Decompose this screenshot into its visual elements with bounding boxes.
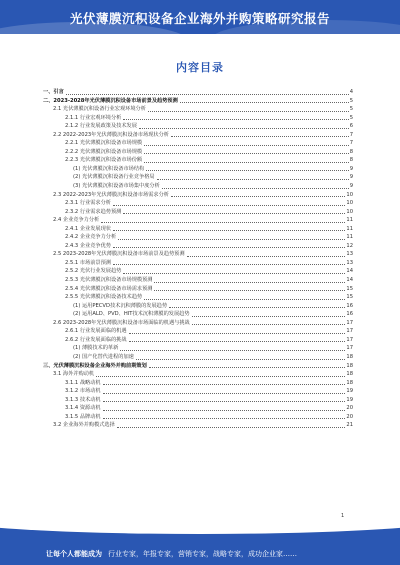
toc-entry[interactable] — [43, 105, 353, 114]
toc-entry[interactable] — [43, 396, 353, 405]
toc-entry[interactable] — [43, 225, 353, 234]
toc-dot-leader — [103, 401, 346, 402]
toc-dot-leader — [180, 102, 349, 103]
toc-entry-title: (2) 国产化替代进程的加速 — [73, 353, 134, 360]
toc-entry-page: 14 — [346, 277, 353, 284]
toc-entry[interactable] — [43, 319, 353, 328]
toc-entry-title: (1) 薄膜技术的革新 — [73, 345, 119, 352]
toc-entry-page: 11 — [346, 217, 353, 224]
toc-entry[interactable] — [43, 310, 353, 319]
toc-dot-leader — [103, 418, 346, 419]
toc-dot-leader — [154, 282, 345, 283]
toc-dot-leader — [149, 367, 346, 368]
toc-entry-page: 9 — [349, 165, 353, 172]
toc-entry-page: 18 — [346, 353, 353, 360]
toc-dot-leader — [123, 119, 348, 120]
toc-entry-page: 14 — [346, 268, 353, 275]
toc-entry[interactable] — [43, 267, 353, 276]
toc-dot-leader — [139, 128, 349, 129]
toc-entry[interactable] — [43, 191, 353, 200]
toc-entry-page: 13 — [346, 251, 353, 258]
toc-entry-title: 2.2.3 光伏薄膜沉积设备市场份额 — [65, 157, 143, 164]
toc-dot-leader — [187, 256, 346, 257]
toc-dot-leader — [171, 136, 349, 137]
toc-entry-title: 2.4.2 企业竞争力分析 — [65, 234, 117, 241]
toc-entry-title: 2.1 光伏薄膜沉积设备行业宏观环境分析 — [53, 106, 146, 113]
toc-entry-title: 3.1.1 战略动机 — [65, 379, 101, 386]
toc-dot-leader — [192, 324, 346, 325]
toc-entry-page: 19 — [346, 396, 353, 403]
toc-entry-page: 18 — [346, 379, 353, 386]
toc-entry[interactable] — [43, 344, 353, 353]
toc-entry-title: 2.5.2 光伏行业发展趋势 — [65, 268, 122, 275]
toc-entry-page: 5 — [349, 97, 353, 104]
toc-dot-leader — [144, 153, 349, 154]
toc-entry-page: 9 — [349, 183, 353, 190]
toc-entry[interactable] — [43, 276, 353, 285]
toc-entry[interactable] — [43, 379, 353, 388]
toc-entry-title: 三、光伏薄膜沉积设备企业海外并购前期策划 — [43, 362, 147, 369]
toc-entry-page: 4 — [349, 89, 353, 95]
toc-entry[interactable] — [43, 336, 353, 345]
toc-entry[interactable] — [43, 353, 353, 362]
toc-entry-page: 11 — [346, 234, 353, 241]
toc-entry[interactable] — [43, 259, 353, 268]
toc-entry-title: 2.4.3 企业竞争优势 — [65, 242, 111, 249]
toc-entry[interactable] — [43, 293, 353, 302]
toc-dot-leader — [113, 230, 345, 231]
toc-entry-page: 20 — [346, 413, 353, 420]
toc-dot-leader — [101, 222, 345, 223]
toc-dot-leader — [113, 247, 345, 248]
toc-entry-page: 13 — [346, 259, 353, 266]
toc-entry-title: 一、引言 — [43, 89, 64, 95]
toc-dot-leader — [117, 427, 346, 428]
toc-entry[interactable] — [43, 233, 353, 242]
toc-dot-leader — [192, 316, 346, 317]
toc-entry-page: 15 — [346, 294, 353, 301]
toc-entry[interactable] — [43, 173, 353, 182]
toc-entry[interactable] — [43, 242, 353, 251]
toc-dot-leader — [144, 162, 349, 163]
toc-entry[interactable] — [43, 131, 353, 140]
toc-entry-title: (1) 光伏薄膜沉积设备市场结构 — [73, 165, 145, 172]
footer-slogan — [46, 549, 297, 559]
page-number: 1 — [341, 513, 345, 519]
toc-heading: 内容目录 — [176, 61, 224, 74]
toc-entry[interactable] — [43, 250, 353, 259]
toc-dot-leader — [96, 376, 345, 377]
toc-dot-leader — [118, 239, 345, 240]
toc-entry-title: 2.5.1 市场前景预测 — [65, 259, 111, 266]
toc-dot-leader — [120, 350, 345, 351]
toc-entry-page: 17 — [346, 345, 353, 352]
toc-dot-leader — [154, 290, 345, 291]
toc-entry-title: 2.4.1 企业发展现状 — [65, 225, 111, 232]
toc-entry-title: 2.5.5 光伏薄膜沉积设备技术趋势 — [65, 294, 143, 301]
toc-entry-page: 5 — [349, 106, 353, 113]
toc-entry-page: 16 — [346, 302, 353, 309]
toc-entry[interactable] — [43, 413, 353, 422]
toc-dot-leader — [103, 410, 346, 411]
toc-dot-leader — [129, 341, 346, 342]
toc-entry-title: (3) 光伏薄膜沉积设备市场集中度分析 — [73, 183, 160, 190]
toc-entry-page: 10 — [346, 208, 353, 215]
toc-entry-title: 3.1.4 资源动机 — [65, 405, 101, 412]
toc-dot-leader — [113, 264, 345, 265]
toc-entry-page: 17 — [346, 328, 353, 335]
toc-entry-title: 2.5 2023-2028年光伏薄膜沉积设备市场前景及趋势预测 — [53, 251, 185, 258]
toc-entry-title: 2.3 2022-2023年光伏薄膜沉积设备市场需求分析 — [53, 191, 169, 198]
toc-entry-page: 12 — [346, 242, 353, 249]
toc-entry-title: 3.1.5 品牌动机 — [65, 413, 101, 420]
toc-entry[interactable] — [43, 370, 353, 379]
toc-entry-page: 6 — [349, 123, 353, 130]
toc-entry[interactable] — [43, 139, 353, 148]
toc-entry-title: 二、2023-2028年光伏薄膜沉积设备市场前景及趋势预测 — [43, 97, 178, 104]
toc-entry-title: 2.3.1 行业需求分析 — [65, 200, 111, 207]
toc-dot-leader — [171, 196, 345, 197]
report-title: 光伏薄膜沉积设备企业海外并购策略研究报告 — [69, 11, 330, 26]
toc-entry[interactable] — [43, 156, 353, 165]
toc-entry[interactable] — [43, 88, 353, 97]
toc-entry-title: 2.3.2 行业需求趋势预测 — [65, 208, 122, 215]
footer-swoosh-decoration — [0, 526, 400, 534]
header-banner — [0, 0, 400, 34]
toc-entry[interactable] — [43, 208, 353, 217]
toc-entry-page: 11 — [346, 225, 353, 232]
footer-slogan-text: 行业专家，年报专家，营销专家，战略专家，成功企业家…… — [108, 550, 297, 558]
toc-entry[interactable] — [43, 199, 353, 208]
toc-entry-title: 2.1.2 行业发展政策及技术发展 — [65, 123, 137, 130]
toc-entry-page: 20 — [346, 405, 353, 412]
toc-entry[interactable] — [43, 216, 353, 225]
toc-entry-page: 8 — [349, 148, 353, 155]
toc-entry[interactable] — [43, 97, 353, 106]
toc-entry[interactable] — [43, 148, 353, 157]
toc-entry-title: 2.5.3 光伏薄膜沉积设备市场规模预测 — [65, 277, 153, 284]
toc-entry-title: (2) 运用ALD、PVD、HIT技术沉积薄膜的发展趋势 — [73, 311, 190, 318]
toc-entry-title: 3.1 海外并购动机 — [53, 371, 95, 378]
toc-dot-leader — [148, 111, 349, 112]
toc-entry[interactable] — [43, 285, 353, 294]
toc-entry[interactable] — [43, 302, 353, 311]
toc-dot-leader — [146, 170, 348, 171]
toc-dot-leader — [113, 205, 345, 206]
toc-dot-leader — [169, 307, 345, 308]
toc-entry-title: 2.2.1 光伏薄膜沉积设备市场规模 — [65, 140, 143, 147]
toc-entry-page: 10 — [346, 200, 353, 207]
toc-entry-title: 2.5.4 光伏薄膜沉积设备市场需求预测 — [65, 285, 153, 292]
toc-entry-page: 21 — [346, 422, 353, 429]
toc-dot-leader — [66, 94, 349, 95]
toc-dot-leader — [129, 333, 346, 334]
toc-entry-title: 3.1.2 市场动机 — [65, 388, 101, 395]
toc-entry-title: 2.6.1 行业发展面临的机遇 — [65, 328, 127, 335]
toc-entry-page: 16 — [346, 311, 353, 318]
toc-entry-page: 15 — [346, 285, 353, 292]
toc-entry-page: 18 — [346, 362, 353, 369]
toc-dot-leader — [123, 273, 345, 274]
toc-entry-title: (2) 光伏薄膜沉积设备行业竞争格局 — [73, 174, 155, 181]
toc-dot-leader — [136, 359, 346, 360]
toc-entry-title: 2.6 2023-2028年光伏薄膜沉积设备市场面临的机遇与挑战 — [53, 319, 190, 326]
toc-entry[interactable] — [43, 122, 353, 131]
toc-entry-title: (1) 运用PECVD技术沉积薄膜的发展趋势 — [73, 302, 168, 309]
toc-dot-leader — [123, 213, 345, 214]
toc-entry-title: 3.1.3 技术动机 — [65, 396, 101, 403]
toc-entry-title: 2.2.2 光伏薄膜沉积设备市场规模 — [65, 148, 143, 155]
toc-entry-page: 8 — [349, 157, 353, 164]
toc-entry-page: 19 — [346, 388, 353, 395]
toc-entry-title: 2.4 企业竞争力分析 — [53, 217, 100, 224]
toc-dot-leader — [103, 384, 346, 385]
toc-dot-leader — [144, 145, 349, 146]
toc-entry-page: 7 — [349, 131, 353, 138]
toc-entry-title: 2.6.2 行业发展面临的挑战 — [65, 336, 127, 343]
toc-entry-page: 17 — [346, 319, 353, 326]
toc-entry[interactable] — [43, 421, 353, 430]
toc-entry-page: 17 — [346, 336, 353, 343]
toc-entry[interactable] — [43, 182, 353, 191]
toc-entry[interactable] — [43, 114, 353, 123]
toc-dot-leader — [103, 393, 346, 394]
toc-entry[interactable] — [43, 362, 353, 371]
toc-entry-title: 3.2 企业海外并购模式选择 — [53, 422, 115, 429]
toc-entry-title: 2.1.1 行业宏观环境分析 — [65, 114, 122, 121]
toc-entry-page: 7 — [349, 140, 353, 147]
toc-entry-page: 5 — [349, 114, 353, 121]
toc-entry[interactable] — [43, 404, 353, 413]
toc-entry-page: 9 — [349, 174, 353, 181]
toc-entry-title: 2.2 2022-2023年光伏薄膜沉积设备市场现状分析 — [53, 131, 169, 138]
toc-entry-page: 10 — [346, 191, 353, 198]
table-of-contents — [43, 88, 353, 430]
toc-entry[interactable] — [43, 327, 353, 336]
footer-banner — [0, 526, 400, 565]
toc-dot-leader — [162, 188, 349, 189]
toc-entry[interactable] — [43, 165, 353, 174]
toc-entry-page: 18 — [346, 371, 353, 378]
footer-slogan-lead: 让每个人都能成为 — [46, 550, 102, 558]
toc-dot-leader — [157, 179, 349, 180]
toc-entry[interactable] — [43, 387, 353, 396]
toc-dot-leader — [144, 299, 345, 300]
